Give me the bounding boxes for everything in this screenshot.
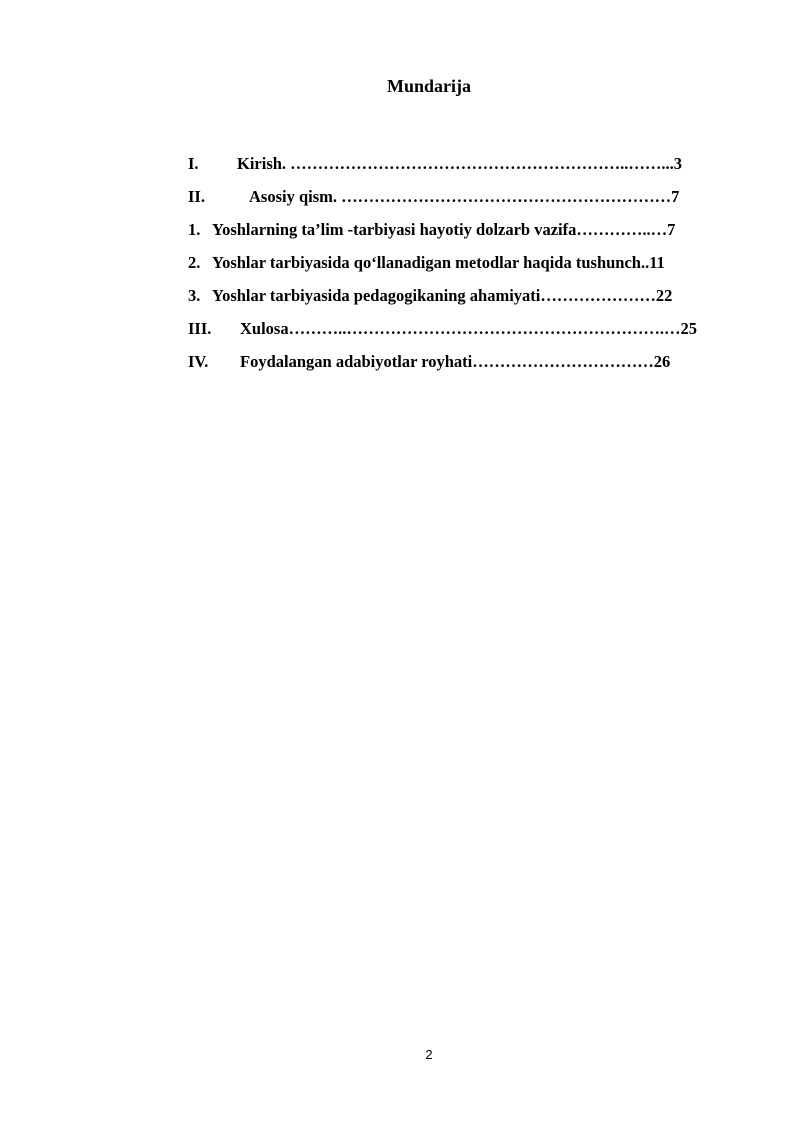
toc-item-text: Yoshlar tarbiyasida pedagogikaning ahamiyati…………………22 — [212, 286, 673, 305]
page-number: 2 — [425, 1047, 433, 1062]
table-of-contents — [188, 152, 748, 383]
toc-item-adabiyotlar — [188, 350, 748, 383]
toc-item-asosiy-qism — [188, 185, 748, 218]
toc-item-xulosa — [188, 317, 748, 350]
toc-item-text: Xulosa………..………………………………………………….…25 — [240, 319, 697, 338]
toc-item-kirish — [188, 152, 748, 185]
document-title: Mundarija — [386, 76, 471, 96]
toc-item-text: Foydalangan adabiyotlar royhati……………………………26 — [240, 352, 671, 371]
toc-item-number: 2. — [188, 253, 201, 272]
toc-item-number: I. — [188, 154, 199, 173]
toc-item-section-2 — [188, 251, 748, 284]
toc-item-number: II. — [188, 187, 205, 206]
toc-item-text: Asosiy qism. ……………………………………………………7 — [249, 187, 680, 206]
toc-item-text: Kirish. ……………………………………………………..……...3 — [237, 154, 683, 173]
toc-item-section-3 — [188, 284, 748, 317]
toc-item-number: III. — [188, 319, 212, 338]
toc-item-text: Yoshlar tarbiyasida qo‘llanadigan metodlar haqida tushunch..11 — [212, 253, 665, 272]
toc-item-number: IV. — [188, 352, 209, 371]
toc-item-section-1 — [188, 218, 748, 251]
toc-item-number: 3. — [188, 286, 201, 305]
toc-item-text: Yoshlarning ta’lim -tarbiyasi hayotiy dolzarb vazifa…………..…7 — [212, 220, 676, 239]
toc-item-number: 1. — [188, 220, 201, 239]
